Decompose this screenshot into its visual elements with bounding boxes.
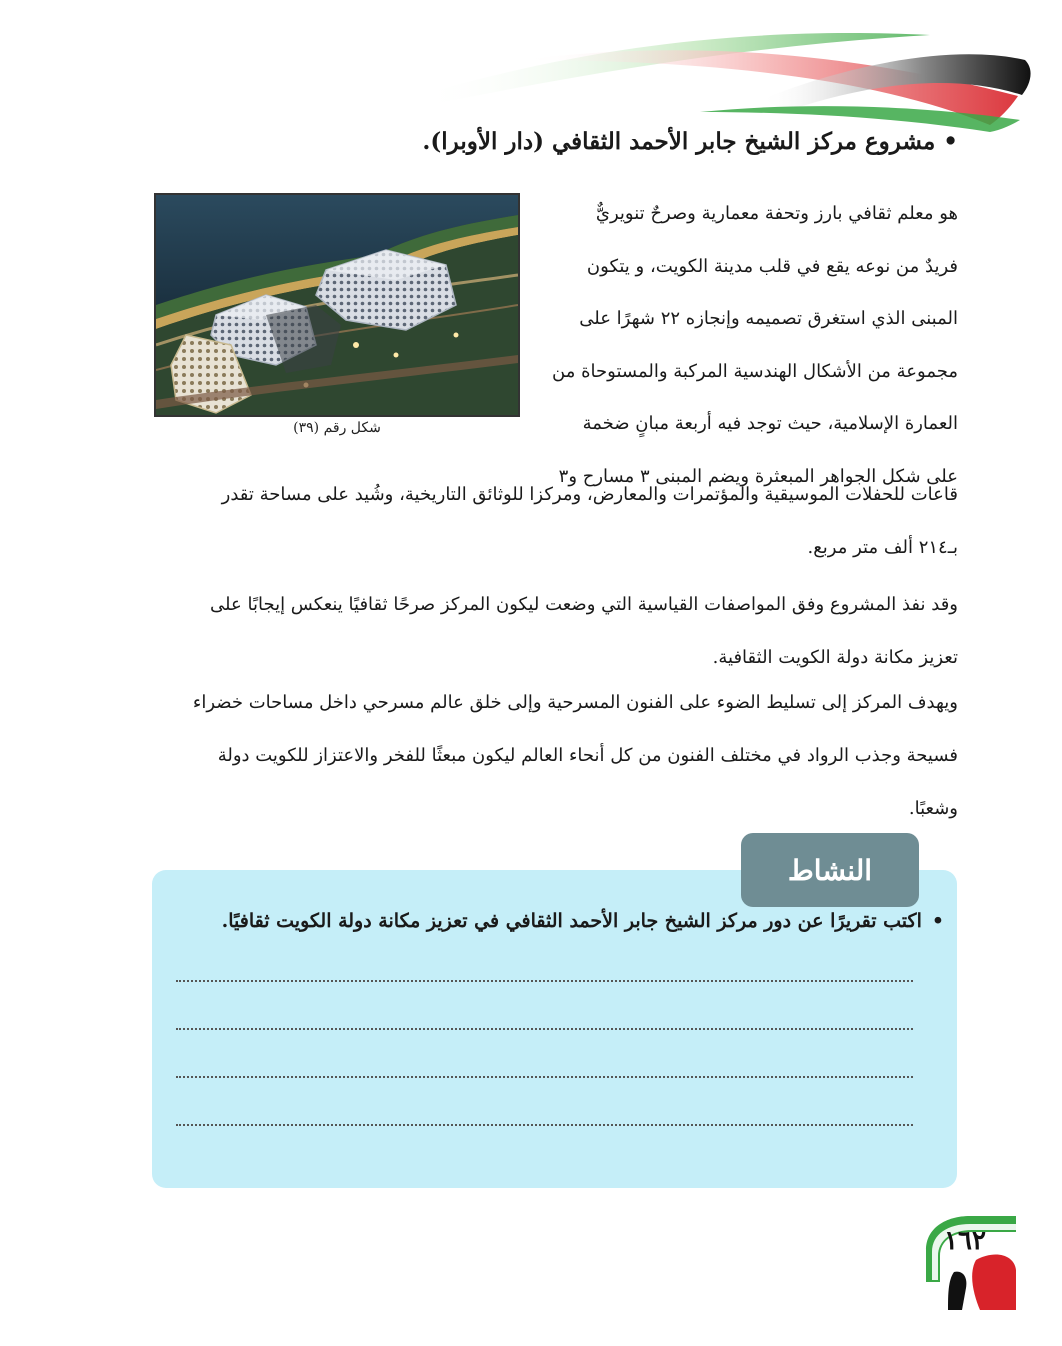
paragraph-line: على شكل الجواهر المبعثرة ويضم المبنى ٣ مسارح و٣ — [558, 465, 958, 487]
paragraph-line: العمارة الإسلامية، حيث توجد فيه أربعة مبانٍ ضخمة — [582, 413, 958, 434]
paragraph-2 — [150, 578, 958, 684]
answer-line[interactable] — [176, 1124, 913, 1126]
paragraph-line: فسيحة وجذب الرواد في مختلف الفنون من كل أنحاء العالم ليكون مبعثًا للفخر والاعتزاز للكويت دولة — [217, 745, 958, 766]
paragraph-line: ويهدف المركز إلى تسليط الضوء على الفنون المسرحية وإلى خلق عالم مسرحي داخل مساحات خضراء — [192, 692, 958, 713]
task-text: اكتب تقريرًا عن دور مركز الشيخ جابر الأحمد الثقافي في تعزيز مكانة دولة الكويت ثقافيًا. — [221, 910, 922, 932]
activity-task — [222, 910, 944, 932]
activity-title: النشاط — [787, 853, 873, 887]
opera-house-illustration — [156, 195, 518, 415]
paragraph-line: المبنى الذي استغرق تصميمه وإنجازه ٢٢ شهرًا على — [579, 308, 958, 329]
paragraph-line: فريدٌ من نوعه يقع في قلب مدينة الكويت، و يتكون — [586, 255, 958, 277]
flag-swoosh-decoration — [0, 0, 1062, 140]
figure-caption: شكل رقم (٣٩) — [293, 420, 381, 436]
paragraph-line: وقد نفذ المشروع وفق المواصفات القياسية التي وضعت ليكون المركز صرحًا ثقافيًا ينعكس إيجابًا على — [210, 594, 958, 615]
activity-title-tab — [741, 833, 919, 907]
page-number-badge — [918, 1210, 1018, 1310]
paragraph-line: وشعبًا. — [908, 798, 958, 819]
paragraph-line: بـ٢١٤ ألف متر مربع. — [807, 537, 958, 558]
answer-line[interactable] — [176, 1076, 913, 1078]
paragraph-line: مجموعة من الأشكال الهندسية المركبة والمستوحاة من — [552, 360, 958, 382]
answer-line[interactable] — [176, 1028, 913, 1030]
heading-title: مشروع مركز الشيخ جابر الأحمد الثقافي (دار الأوبرا). — [422, 128, 936, 155]
page-number: ١٦٢ — [944, 1226, 986, 1256]
task-bullet: • — [931, 910, 944, 932]
paragraph-line: هو معلم ثقافي بارز وتحفة معمارية وصرحٌ تنويريٌّ — [595, 203, 958, 224]
opera-house-photo — [154, 193, 520, 417]
paragraph-line: تعزيز مكانة دولة الكويت الثقافية. — [712, 647, 958, 668]
answer-line[interactable] — [176, 980, 913, 982]
paragraph-3 — [150, 676, 958, 835]
paragraph-line: قاعات للحفلات الموسيقية والمؤتمرات والمعارض، ومركزا للوثائق التاريخية، وشُيد على مساحة تقدر — [221, 484, 958, 505]
section-heading — [422, 128, 958, 155]
paragraph-1-wrapped — [540, 188, 958, 503]
heading-bullet: • — [943, 128, 958, 155]
paragraph-1-continuation — [150, 468, 958, 574]
